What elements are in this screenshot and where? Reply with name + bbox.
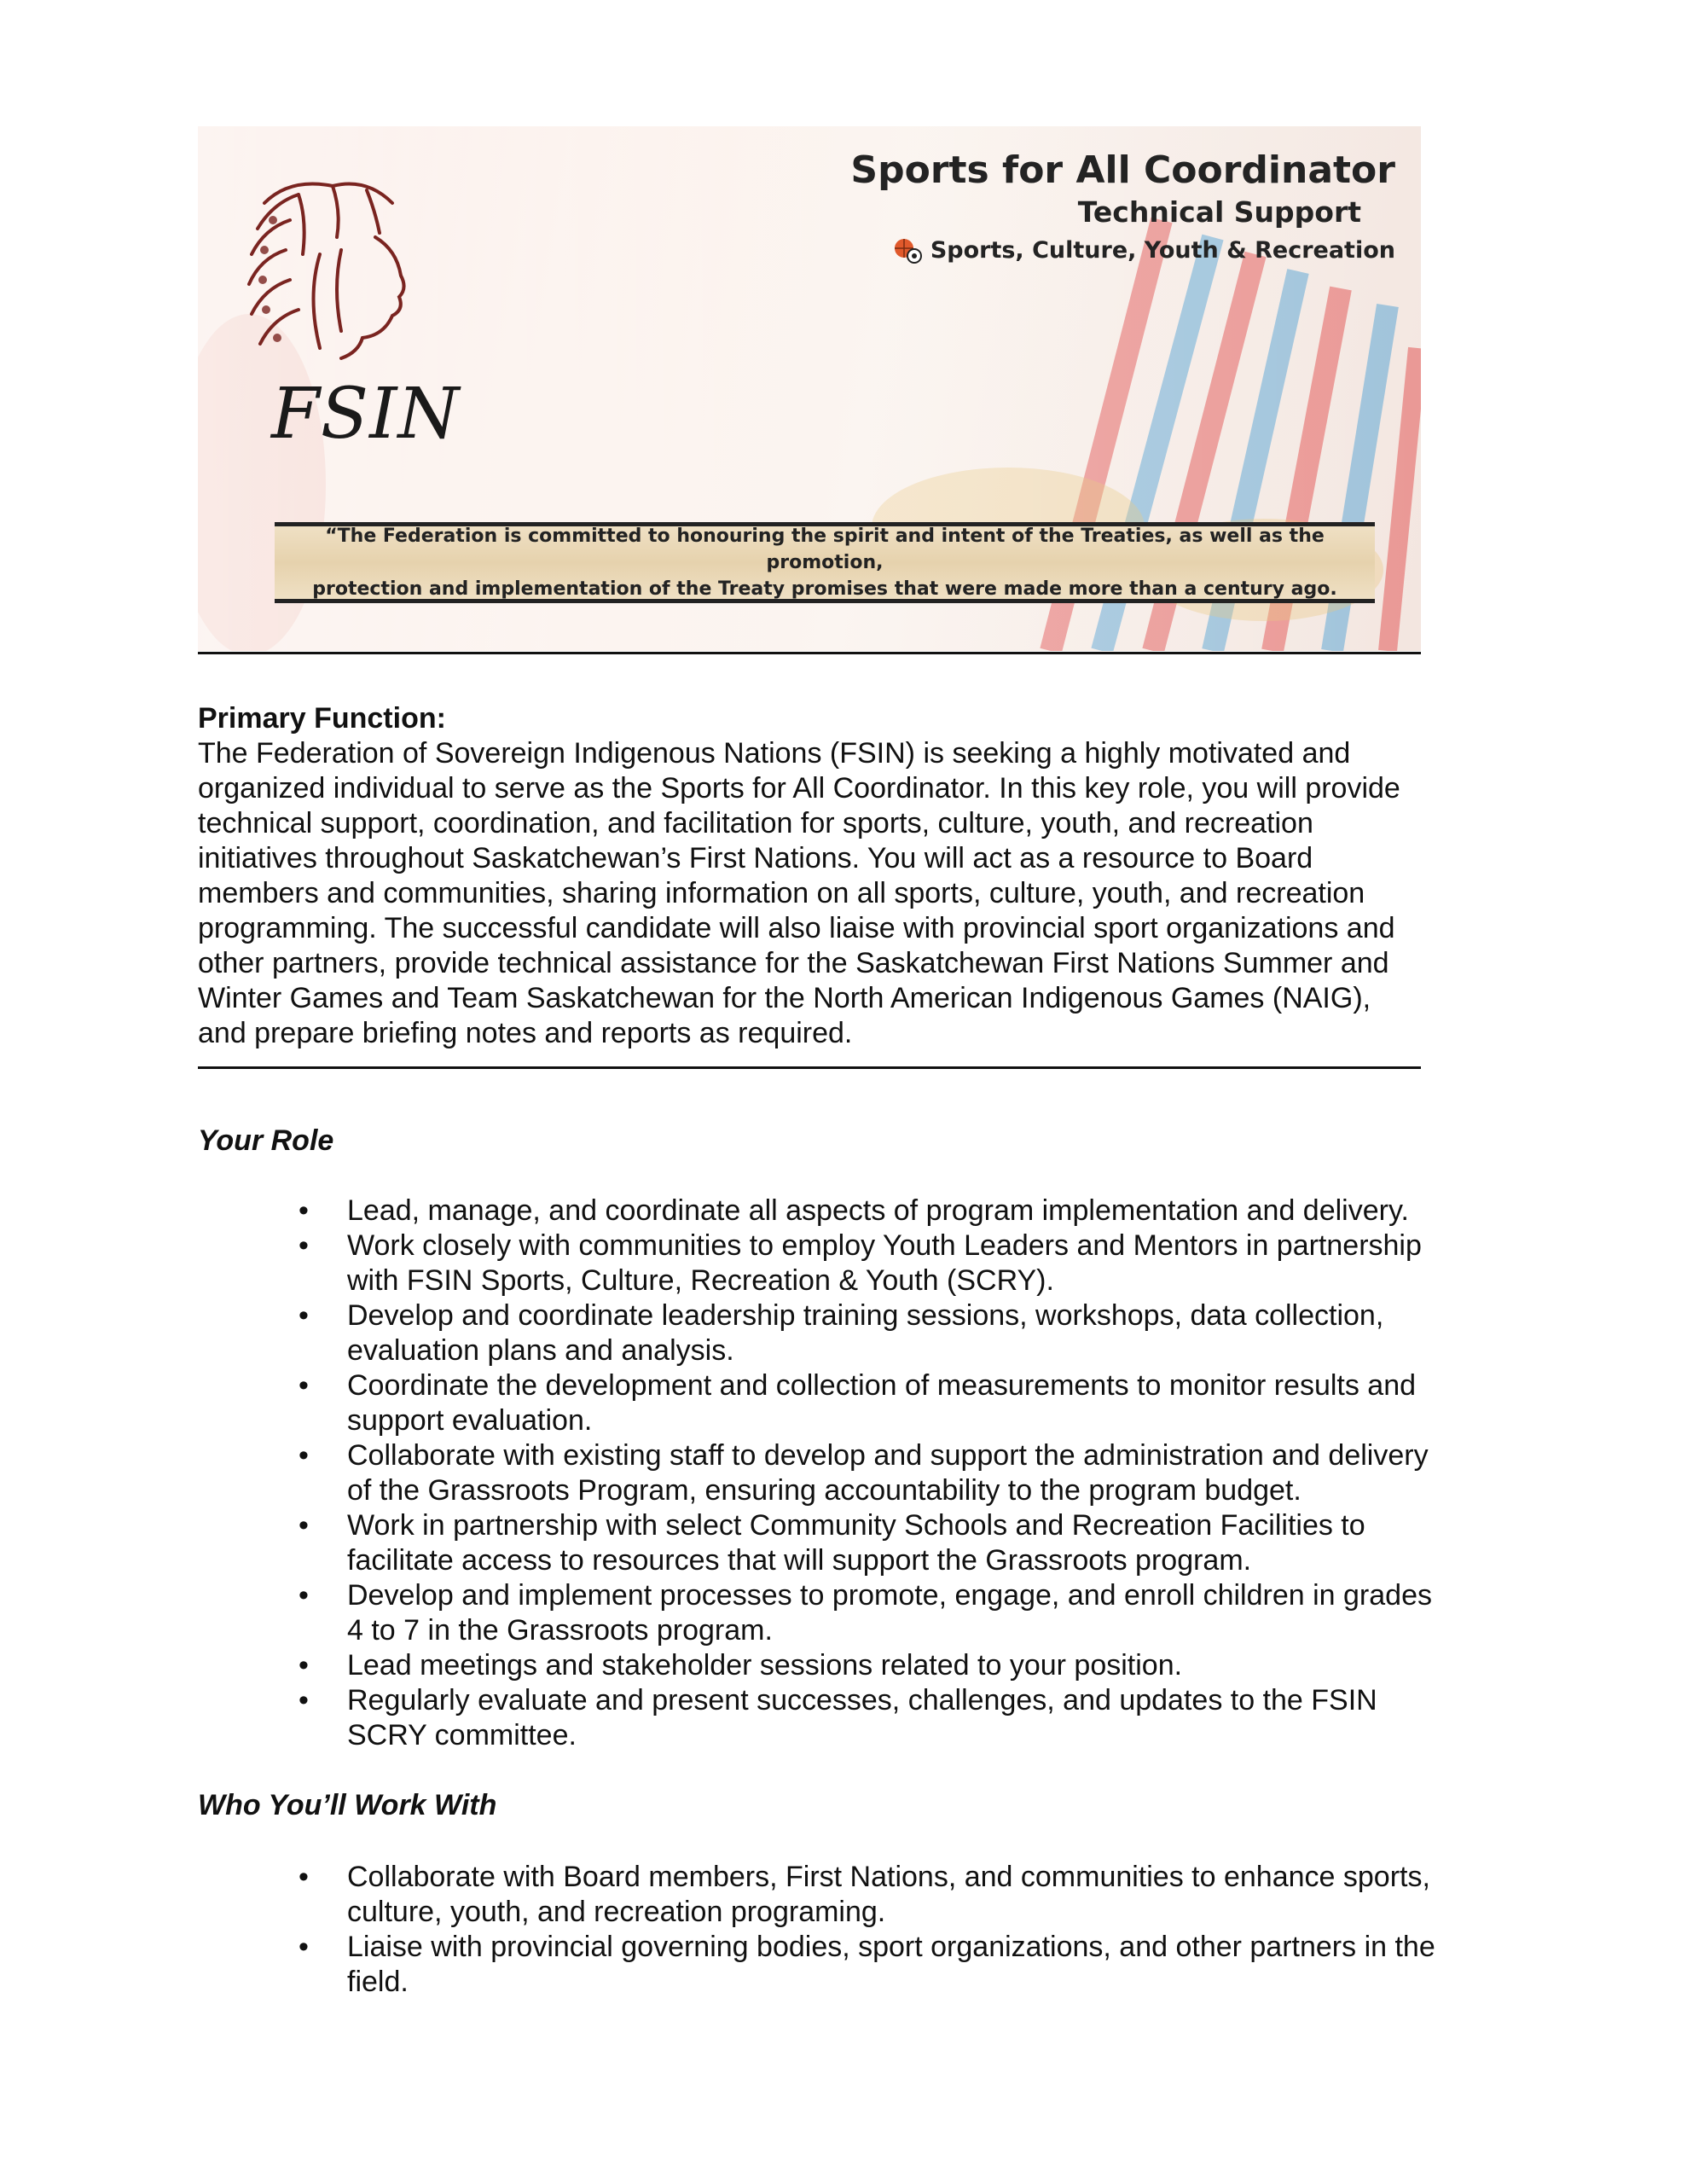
paragraph-line: technical support, coordination, and facilitation for sports, culture, youth, and recreation bbox=[198, 807, 1313, 839]
list-item bbox=[198, 1194, 1511, 1228]
your-role-heading: Your Role bbox=[198, 1124, 334, 1157]
quote-line: “The Federation is committed to honouring the spirit and intent of the Treaties, as well as the promotion, bbox=[325, 526, 1325, 573]
paragraph-line: initiatives throughout Saskatchewan’s First Nations. You will act as a resource to Board bbox=[198, 842, 1313, 874]
list-item-line: Regularly evaluate and present successes, challenges, and updates to the FSIN bbox=[347, 1684, 1377, 1716]
list-item-line: of the Grassroots Program, ensuring accountability to the program budget. bbox=[347, 1474, 1301, 1507]
list-item-line: evaluation plans and analysis. bbox=[347, 1334, 734, 1367]
bullet-icon: • bbox=[299, 1299, 309, 1332]
list-item bbox=[198, 1438, 1511, 1508]
quote-line: protection and implementation of the Treaty promises that were made more than a century ago. bbox=[312, 578, 1337, 600]
your-role-list bbox=[198, 1194, 1511, 1753]
sports-balls-icon bbox=[893, 235, 922, 264]
list-item bbox=[198, 1930, 1511, 2000]
list-item-line: culture, youth, and recreation programing. bbox=[347, 1896, 886, 1928]
bullet-icon: • bbox=[299, 1649, 309, 1682]
chief-headdress-logo bbox=[239, 169, 461, 365]
bullet-icon: • bbox=[299, 1439, 309, 1472]
list-item-line: Develop and coordinate leadership training sessions, workshops, data collection, bbox=[347, 1299, 1384, 1332]
list-item bbox=[198, 1228, 1511, 1298]
list-item-line: with FSIN Sports, Culture, Recreation & Youth (SCRY). bbox=[347, 1264, 1054, 1297]
list-item-line: 4 to 7 in the Grassroots program. bbox=[347, 1614, 773, 1647]
list-item-line: Liaise with provincial governing bodies, sport organizations, and other partners in the bbox=[347, 1931, 1435, 1963]
bullet-icon: • bbox=[299, 1579, 309, 1612]
job-title-block bbox=[850, 148, 1395, 264]
list-item bbox=[198, 1578, 1511, 1648]
paragraph-line: The Federation of Sovereign Indigenous Nations (FSIN) is seeking a highly motivated and bbox=[198, 737, 1351, 770]
list-item bbox=[198, 1683, 1511, 1753]
list-item bbox=[198, 1648, 1511, 1683]
work-with-list bbox=[198, 1860, 1511, 2000]
job-posting-body bbox=[198, 701, 1511, 2000]
list-item-line: Work in partnership with select Community Schools and Recreation Facilities to bbox=[347, 1509, 1365, 1542]
list-item bbox=[198, 1368, 1511, 1438]
fsin-logo-text: FSIN bbox=[271, 374, 461, 455]
job-subtitle: Technical Support bbox=[1077, 195, 1361, 229]
primary-function-heading: Primary Function: bbox=[198, 702, 446, 735]
list-item bbox=[198, 1508, 1511, 1578]
department-line bbox=[850, 235, 1395, 264]
header-divider bbox=[198, 652, 1421, 654]
paragraph-line: Winter Games and Team Saskatchewan for the North American Indigenous Games (NAIG), bbox=[198, 982, 1371, 1014]
list-item bbox=[198, 1298, 1511, 1368]
list-item-line: Work closely with communities to employ Youth Leaders and Mentors in partnership bbox=[347, 1229, 1422, 1262]
list-item bbox=[198, 1860, 1511, 1930]
treaty-quote-scroll bbox=[275, 522, 1375, 603]
bullet-icon: • bbox=[299, 1194, 309, 1227]
paragraph-line: and prepare briefing notes and reports as required. bbox=[198, 1017, 853, 1049]
list-item-line: Coordinate the development and collection of measurements to monitor results and bbox=[347, 1369, 1417, 1402]
list-item-line: Lead meetings and stakeholder sessions related to your position. bbox=[347, 1649, 1183, 1682]
bullet-icon: • bbox=[299, 1229, 309, 1262]
paragraph-line: other partners, provide technical assistance for the Saskatchewan First Nations Summer and bbox=[198, 947, 1389, 979]
department-name: Sports, Culture, Youth & Recreation bbox=[930, 236, 1395, 264]
bullet-icon: • bbox=[299, 1509, 309, 1542]
header-banner bbox=[198, 126, 1421, 651]
bullet-icon: • bbox=[299, 1684, 309, 1716]
bullet-icon: • bbox=[299, 1861, 309, 1893]
treaty-quote bbox=[275, 523, 1375, 602]
paragraph-line: organized individual to serve as the Sports for All Coordinator. In this key role, you will provide bbox=[198, 772, 1400, 804]
list-item-line: SCRY committee. bbox=[347, 1719, 577, 1751]
primary-function-paragraph bbox=[198, 736, 1511, 1051]
paragraph-line: members and communities, sharing information on all sports, culture, youth, and recreation bbox=[198, 877, 1365, 909]
list-item-line: facilitate access to resources that will support the Grassroots program. bbox=[347, 1544, 1252, 1577]
job-title: Sports for All Coordinator bbox=[850, 148, 1395, 192]
list-item-line: field. bbox=[347, 1966, 409, 1998]
list-item-line: support evaluation. bbox=[347, 1404, 593, 1437]
list-item-line: Develop and implement processes to promote, engage, and enroll children in grades bbox=[347, 1579, 1432, 1612]
list-item-line: Collaborate with Board members, First Nations, and communities to enhance sports, bbox=[347, 1861, 1430, 1893]
bullet-icon: • bbox=[299, 1369, 309, 1402]
work-with-heading: Who You’ll Work With bbox=[198, 1789, 497, 1821]
list-item-line: Lead, manage, and coordinate all aspects of program implementation and delivery. bbox=[347, 1194, 1409, 1227]
list-item-line: Collaborate with existing staff to develop and support the administration and delivery bbox=[347, 1439, 1429, 1472]
bullet-icon: • bbox=[299, 1931, 309, 1963]
paragraph-line: programming. The successful candidate will also liaise with provincial sport organizations and bbox=[198, 912, 1395, 944]
